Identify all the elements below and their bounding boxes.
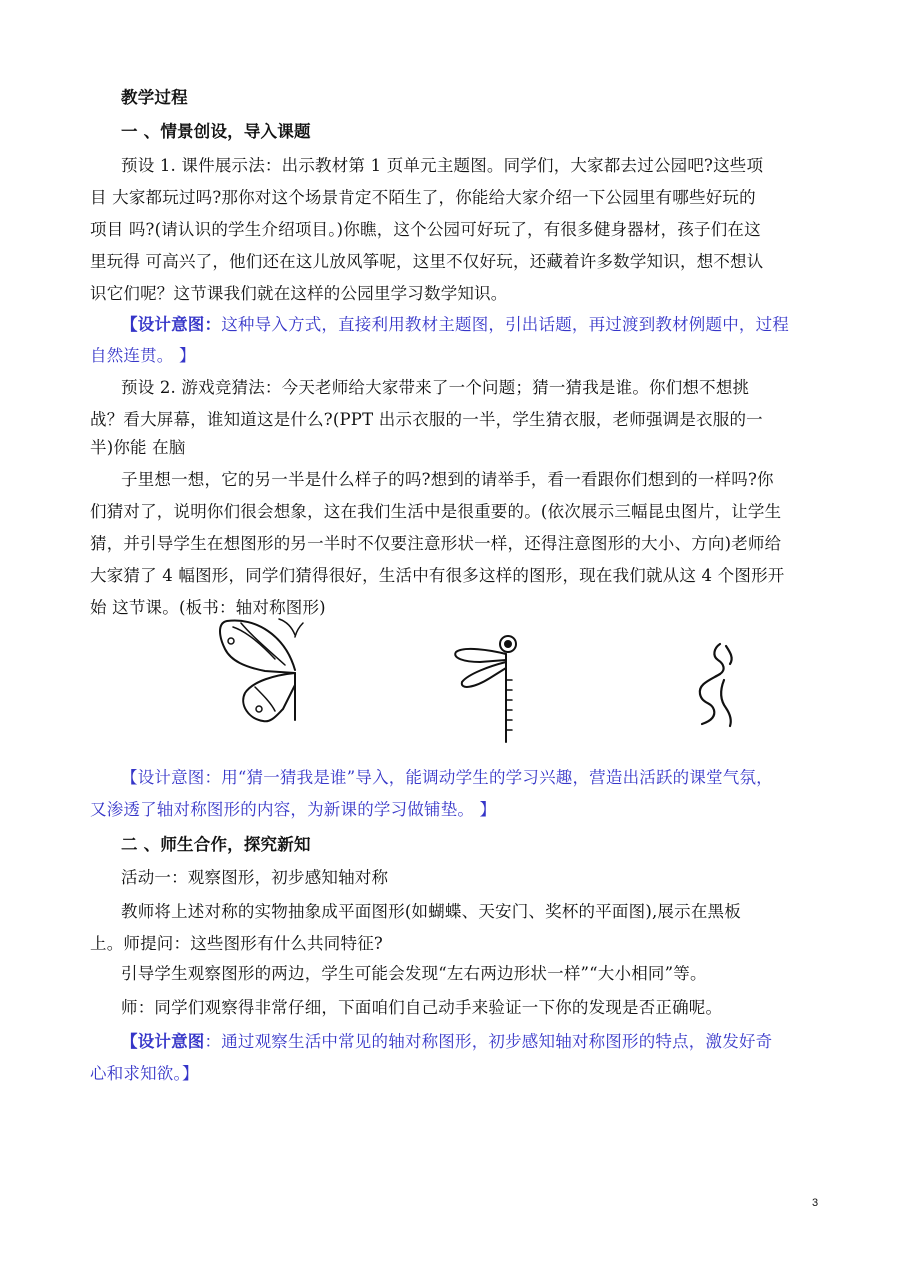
paragraph-line: 大家猜了 4 幅图形，同学们猜得很好，生活中有很多这样的图形，现在我们就从这 4 个图形开	[90, 566, 785, 585]
paragraph-line: 预设 1. 课件展示法：出示教材第 1 页单元主题图。同学们，大家都去过公园吧?这些项	[121, 156, 764, 175]
dragonfly-half-figure	[450, 630, 525, 750]
design-intent-3	[121, 1030, 861, 1054]
paragraph-line: 始 这节课。(板书：轴对称图形)	[90, 598, 326, 617]
design-intent-label: 【设计意图：	[121, 315, 222, 334]
paragraph-line: 识它们呢？这节课我们就在这样的公园里学习数学知识。	[90, 284, 508, 303]
paragraph-line: 项目 吗?(请认识的学生介绍项目。)你瞧，这个公园可好玩了，有很多健身器材，孩子们在这	[90, 220, 761, 239]
paragraph-line: 半)你能 在脑	[90, 438, 186, 457]
page-number: 3	[812, 1197, 819, 1209]
paragraph-line: 上。师提问：这些图形有什么共同特征?	[90, 934, 383, 953]
activity-title: 活动一：观察图形，初步感知轴对称	[121, 868, 389, 887]
design-intent-text: 【设计意图：用“猜一猜我是谁”导入，能调动学生的学习兴趣，营造出活跃的课堂气氛，	[121, 768, 773, 787]
paragraph-line: 师：同学们观察得非常仔细，下面咱们自己动手来验证一下你的发现是否正确呢。	[121, 998, 723, 1017]
design-intent-2-cont: 又渗透了轴对称图形的内容，为新课的学习做铺垫。 】	[90, 800, 497, 819]
design-intent-1-cont: 自然连贯。 】	[90, 346, 196, 365]
paragraph-line: 猜，并引导学生在想图形的另一半时不仅要注意形状一样，还得注意图形的大小、方向)老师给	[90, 534, 782, 553]
design-intent-text: ：通过观察生活中常见的轴对称图形，初步感知轴对称图形的特点，激发好奇	[204, 1032, 773, 1051]
paragraph-line: 子里想一想，它的另一半是什么样子的吗?想到的请举手，看一看跟你们想到的一样吗?你	[121, 470, 774, 489]
insect-half-figure	[690, 640, 740, 730]
paragraph-line: 战？看大屏幕，谁知道这是什么?(PPT 出示衣服的一半，学生猜衣服，老师强调是衣服的一	[90, 410, 763, 429]
design-intent-2	[121, 766, 861, 790]
design-intent-3-cont: 心和求知欲。】	[90, 1064, 199, 1083]
paragraph-line: 引导学生观察图形的两边，学生可能会发现“左右两边形状一样”“大小相同”等。	[121, 964, 707, 983]
paragraph-line: 们猜对了，说明你们很会想象，这在我们生活中是很重要的。(依次展示三幅昆虫图片，让学生	[90, 502, 782, 521]
heading-section-1: 一 、情景创设，导入课题	[121, 122, 311, 141]
butterfly-half-figure	[215, 615, 305, 730]
paragraph-line: 里玩得 可高兴了，他们还在这儿放风筝呢，这里不仅好玩，还藏着许多数学知识，想不想认	[90, 252, 764, 271]
paragraph-line: 目 大家都玩过吗?那你对这个场景肯定不陌生了，你能给大家介绍一下公园里有哪些好玩的	[90, 188, 756, 207]
design-intent-1	[121, 313, 861, 337]
paragraph-line: 教师将上述对称的实物抽象成平面图形(如蝴蝶、天安门、奖杯的平面图),展示在黑板	[121, 902, 741, 921]
heading-section-2: 二 、师生合作，探究新知	[121, 835, 311, 854]
design-intent-label: 【设计意图	[121, 1032, 205, 1051]
heading-teaching-process: 教学过程	[121, 88, 188, 107]
paragraph-line: 预设 2. 游戏竞猜法：今天老师给大家带来了一个问题；猜一猜我是谁。你们想不想挑	[121, 378, 750, 397]
design-intent-text: 这种导入方式，直接利用教材主题图，引出话题，再过渡到教材例题中，过程	[221, 315, 790, 334]
